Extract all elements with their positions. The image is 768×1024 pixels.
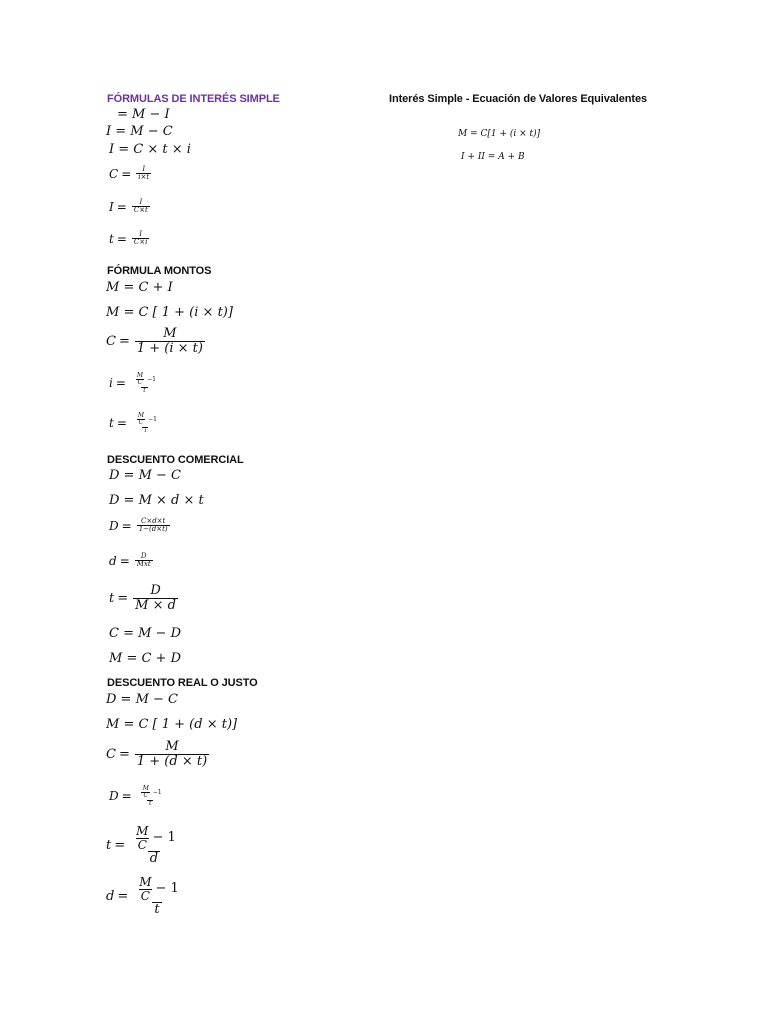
formula-i-monto: i = $\frac{M}{C}$ −1 t: [109, 372, 156, 394]
formula-d-equals-m-minus-c: D = M − C: [109, 468, 181, 483]
heading-ecuacion-valores: Interés Simple - Ecuación de Valores Equivalentes: [389, 93, 647, 105]
formula-m-real: M = C [ 1 + (d × t)]: [106, 717, 238, 732]
formula-c-monto: C = $\frac{M}{1 + (i \times t)}$: [106, 326, 203, 356]
heading-descuento-real: DESCUENTO REAL O JUSTO: [107, 677, 258, 689]
formula-c-simple: C = $\frac{I}{i\times t}$: [109, 165, 150, 182]
formula-c-equals-m-minus-d: C = M − D: [109, 626, 181, 641]
formula-d-equals-mdt: D = M × d × t: [109, 493, 204, 508]
formula-m-equals-c-plus-i: M = C + I: [106, 280, 173, 295]
formula-d-real-eq1: D = M − C: [106, 692, 178, 707]
formula-i-equals-ctxi: I = C × t × i: [109, 142, 191, 157]
formula-i-ii-equals-a-b: I + II = A + B: [461, 152, 525, 162]
formula-t-monto: t = $\frac{M}{C}$ −1 i: [109, 412, 157, 434]
formula-tasa-d-comercial: d = $\frac{D}{\text{Mxt}}$: [109, 552, 151, 569]
formula-tasa-d-real: d = $\frac{M}{C}$ − 1 t: [106, 875, 179, 918]
formula-c-real: C = $\frac{M}{1 + (d \times t)}$: [106, 739, 208, 769]
formula-d-comercial-frac: D = $\frac{C\times d\times t}{1-(d\times t)}$: [109, 517, 168, 534]
formula-t-comercial: t = $\frac{D}{M \times d}$: [109, 583, 176, 613]
formula-t-simple: t = $\frac{I}{C\times i}$: [109, 230, 148, 247]
heading-interes-simple: FÓRMULAS DE INTERÉS SIMPLE: [107, 93, 280, 105]
heading-formula-montos: FÓRMULA MONTOS: [107, 265, 212, 277]
formula-m-equivalente: M = C[1 + (i × t)]: [458, 129, 541, 139]
formula-equals-m-minus-i: = M − I: [117, 107, 170, 122]
formula-d-real-frac: D = $\frac{M}{C}$ −1 t: [109, 785, 162, 807]
formula-i-simple-frac: I = $\frac{I}{C\times t}$: [109, 198, 148, 215]
heading-descuento-comercial: DESCUENTO COMERCIAL: [107, 454, 244, 466]
formula-t-real: t = $\frac{M}{C}$ − 1 d: [106, 824, 176, 867]
formula-m-monto: M = C [ 1 + (i × t)]: [106, 305, 233, 320]
formula-m-equals-c-plus-d: M = C + D: [109, 651, 181, 666]
formula-i-equals-m-minus-c: I = M − C: [106, 124, 173, 139]
